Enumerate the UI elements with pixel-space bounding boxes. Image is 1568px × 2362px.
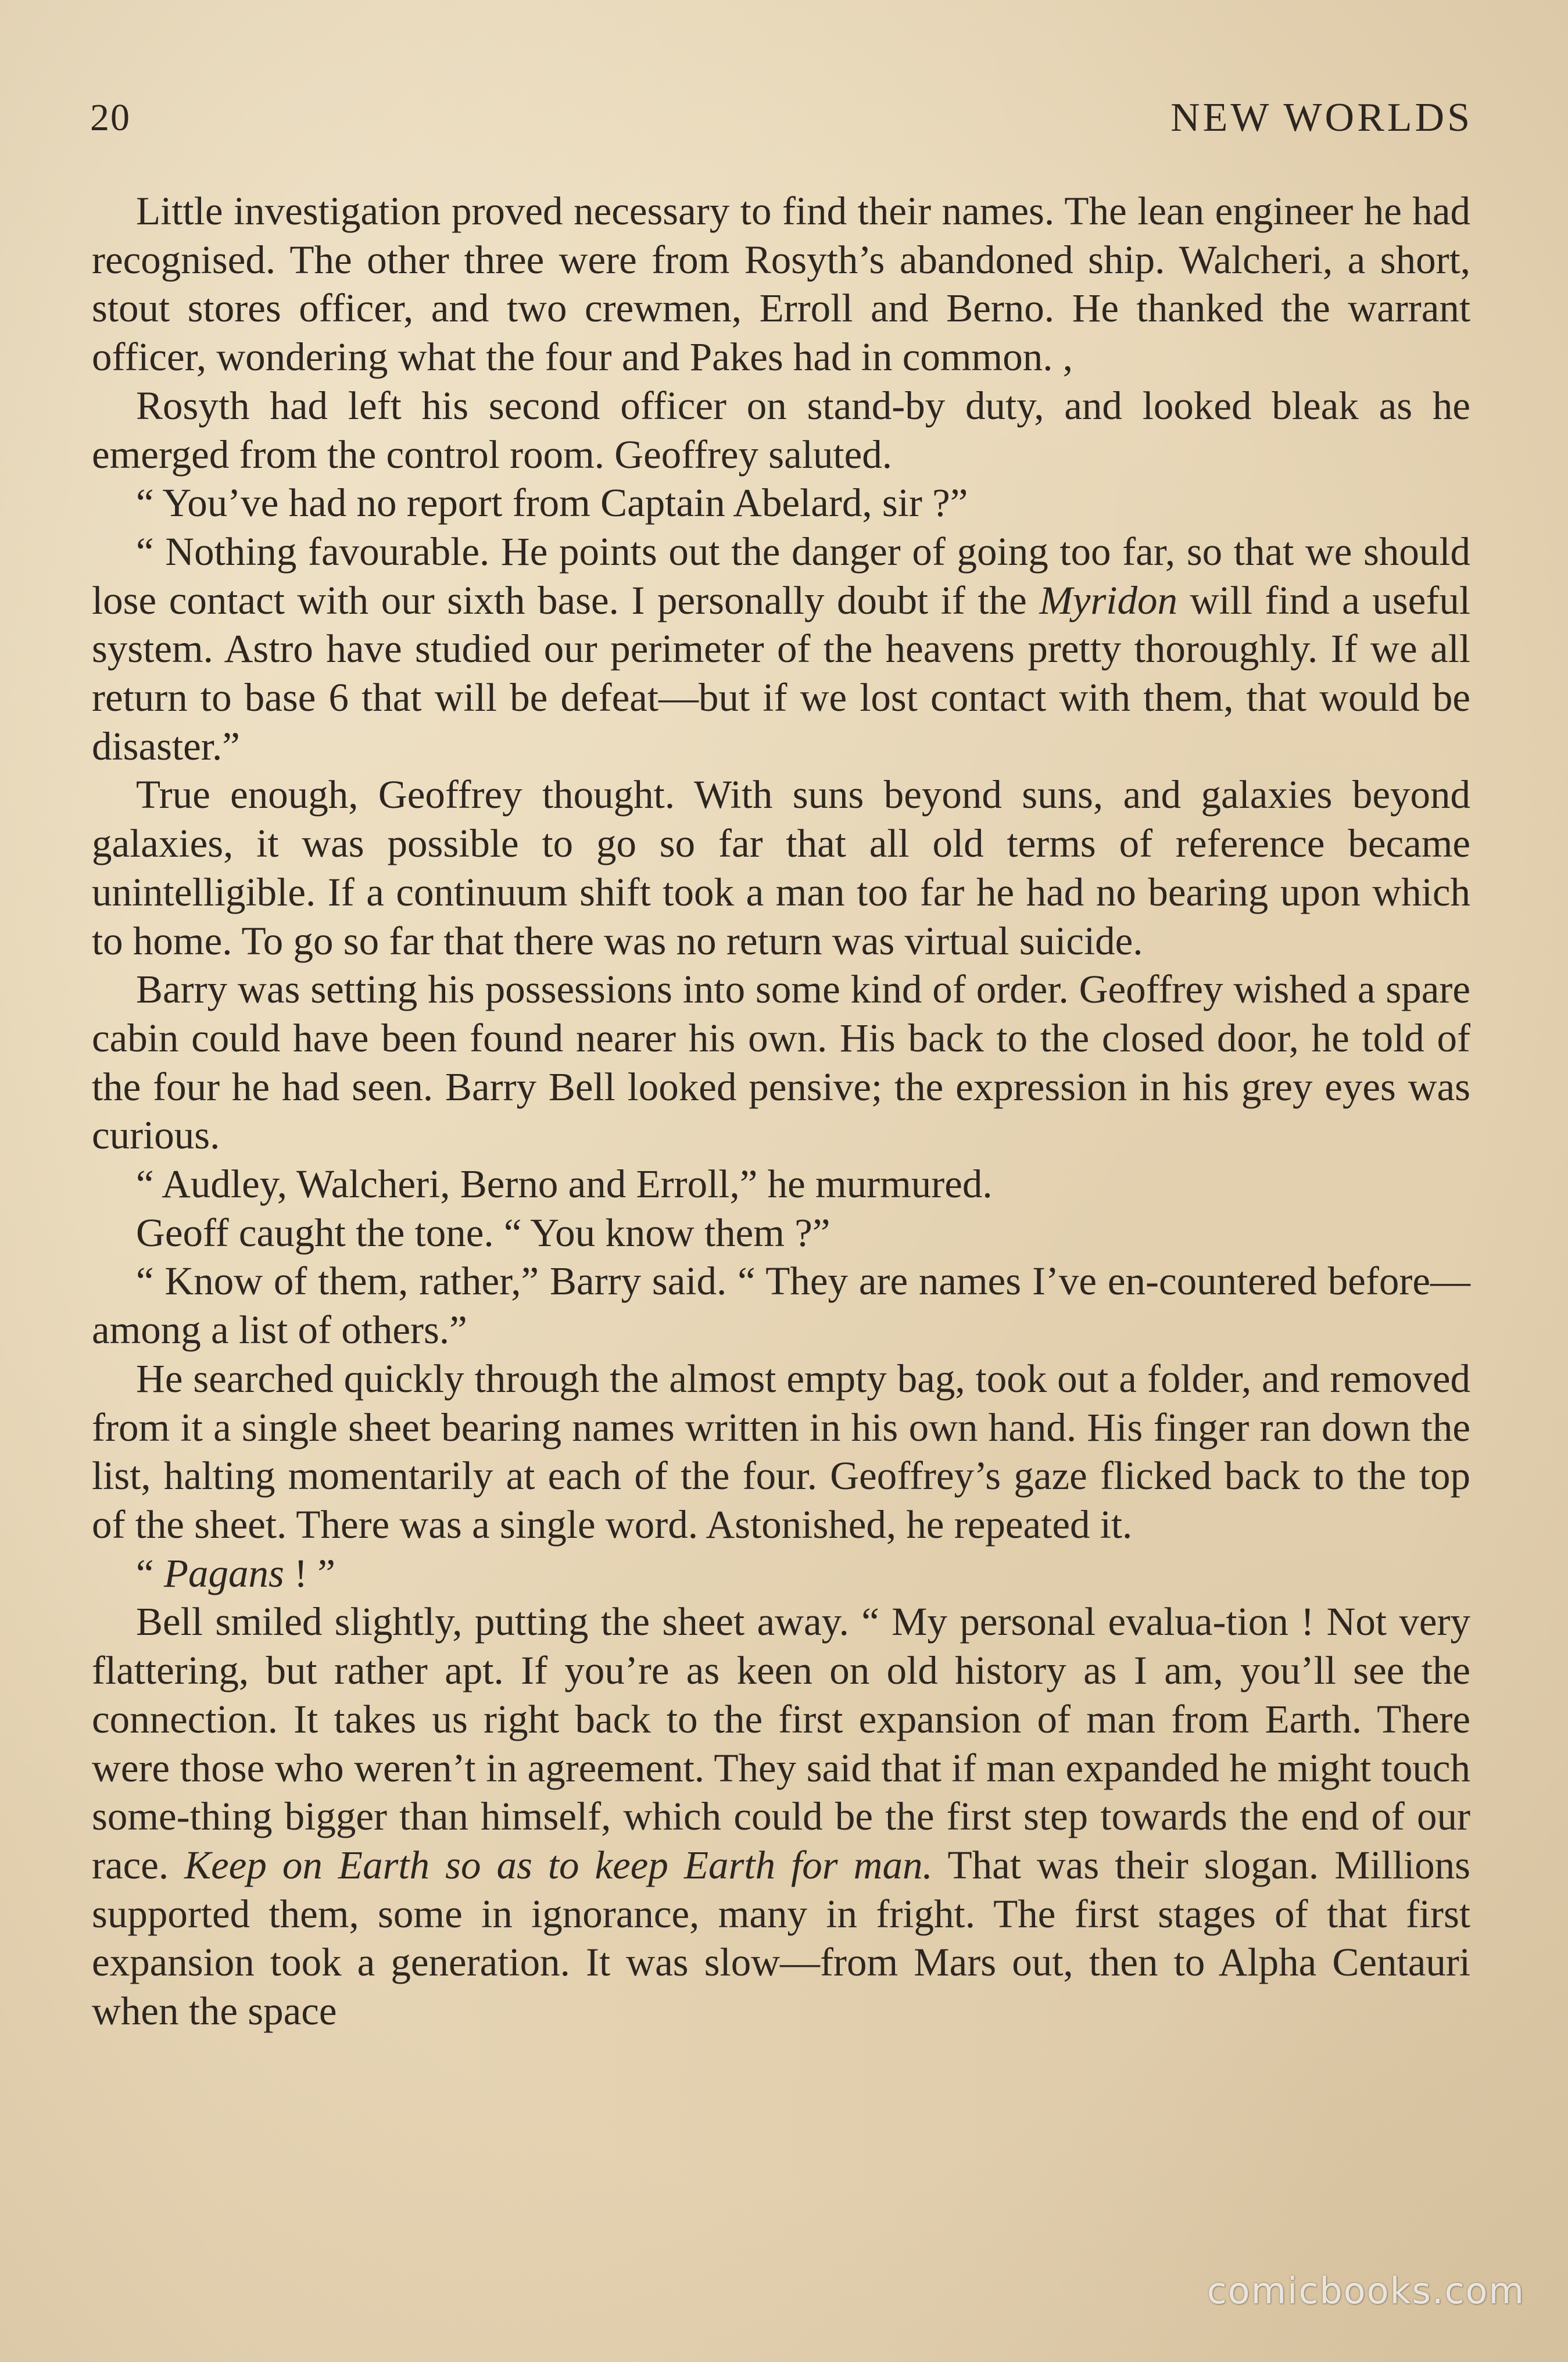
paragraph: “ Pagans ! ” [136,1551,335,1595]
running-head [90,86,1473,150]
paragraph: Geoff caught the tone. “ You know them ?” [136,1210,830,1255]
paragraph: Rosyth had left his second officer on stand-by duty, and looked bleak as he emerged from the control room. Geoffrey saluted. [92,383,1470,477]
italic-text: Keep on Earth so as to keep Earth for man. [184,1842,933,1887]
paragraph: “ You’ve had no report from Captain Abelard, sir ?” [136,481,968,525]
italic-text: Pagans [163,1551,284,1595]
paragraph: He searched quickly through the almost empty bag, took out a folder, and removed from it a single sheet bearing names written in his own hand. His finger ran down the list, halting momentarily at each of the four. Geoffrey’s gaze flicked back to the top of the sheet. There was a single word. Astonished, he repeated it. [92,1356,1470,1547]
journal-title: NEW WORLDS [1170,95,1473,140]
body-text [92,187,1470,2036]
paragraph: True enough, Geoffrey thought. With suns beyond suns, and galaxies beyond galaxies, it was possible to go so far that all old terms of reference became unintelligible. If a continuum shift took a man too far he had no bearing upon which to home. To go so far that there was no return was virtual suicide. [92,772,1470,963]
paragraph: “ Nothing favourable. He points out the danger of going too far, so that we should lose contact with our sixth base. I personally doubt if the Myridon will find a useful system. Astro have studied our perimeter of the heavens pretty thoroughly. If we all return to base 6 that will be defeat—but if we lost contact with them, that would be disaster.” [92,529,1470,768]
watermark: comicbooks.com [1207,2270,1525,2312]
paragraph: Bell smiled slightly, putting the sheet away. “ My personal evalua-tion ! Not very flattering, but rather apt. If you’re as keen on old history as I am, you’ll see the connection. It takes us right back to the first expansion of man from Earth. There were those who weren’t in agreement. They said that if man expanded he might touch some-thing bigger than himself, which could be the first step towards the end of our race. Keep on Earth so as to keep Earth for man. That was their slogan. Millions supported them, some in ignorance, many in fright. The first stages of that first expansion took a generation. It was slow—from Mars out, then to Alpha Centauri when the space [92,1599,1471,2034]
paragraph: Little investigation proved necessary to find their names. The lean engineer he had recognised. The other three were from Rosyth’s abandoned ship. Walcheri, a short, stout stores officer, and two crewmen, Erroll and Berno. He thanked the warrant officer, wondering what the four and Pakes had in common. , [92,189,1470,380]
paragraph: “ Know of them, rather,” Barry said. “ They are names I’ve en-countered before—among a list of others.” [92,1259,1470,1352]
paragraph: “ Audley, Walcheri, Berno and Erroll,” he murmured. [136,1162,993,1207]
paragraph: Barry was setting his possessions into some kind of order. Geoffrey wished a spare cabin could have been found nearer his own. His back to the closed door, he told of the four he had seen. Barry Bell looked pensive; the expression in his grey eyes was curious. [92,967,1470,1158]
page-number: 20 [90,96,131,139]
italic-text: Myridon [1039,578,1177,622]
